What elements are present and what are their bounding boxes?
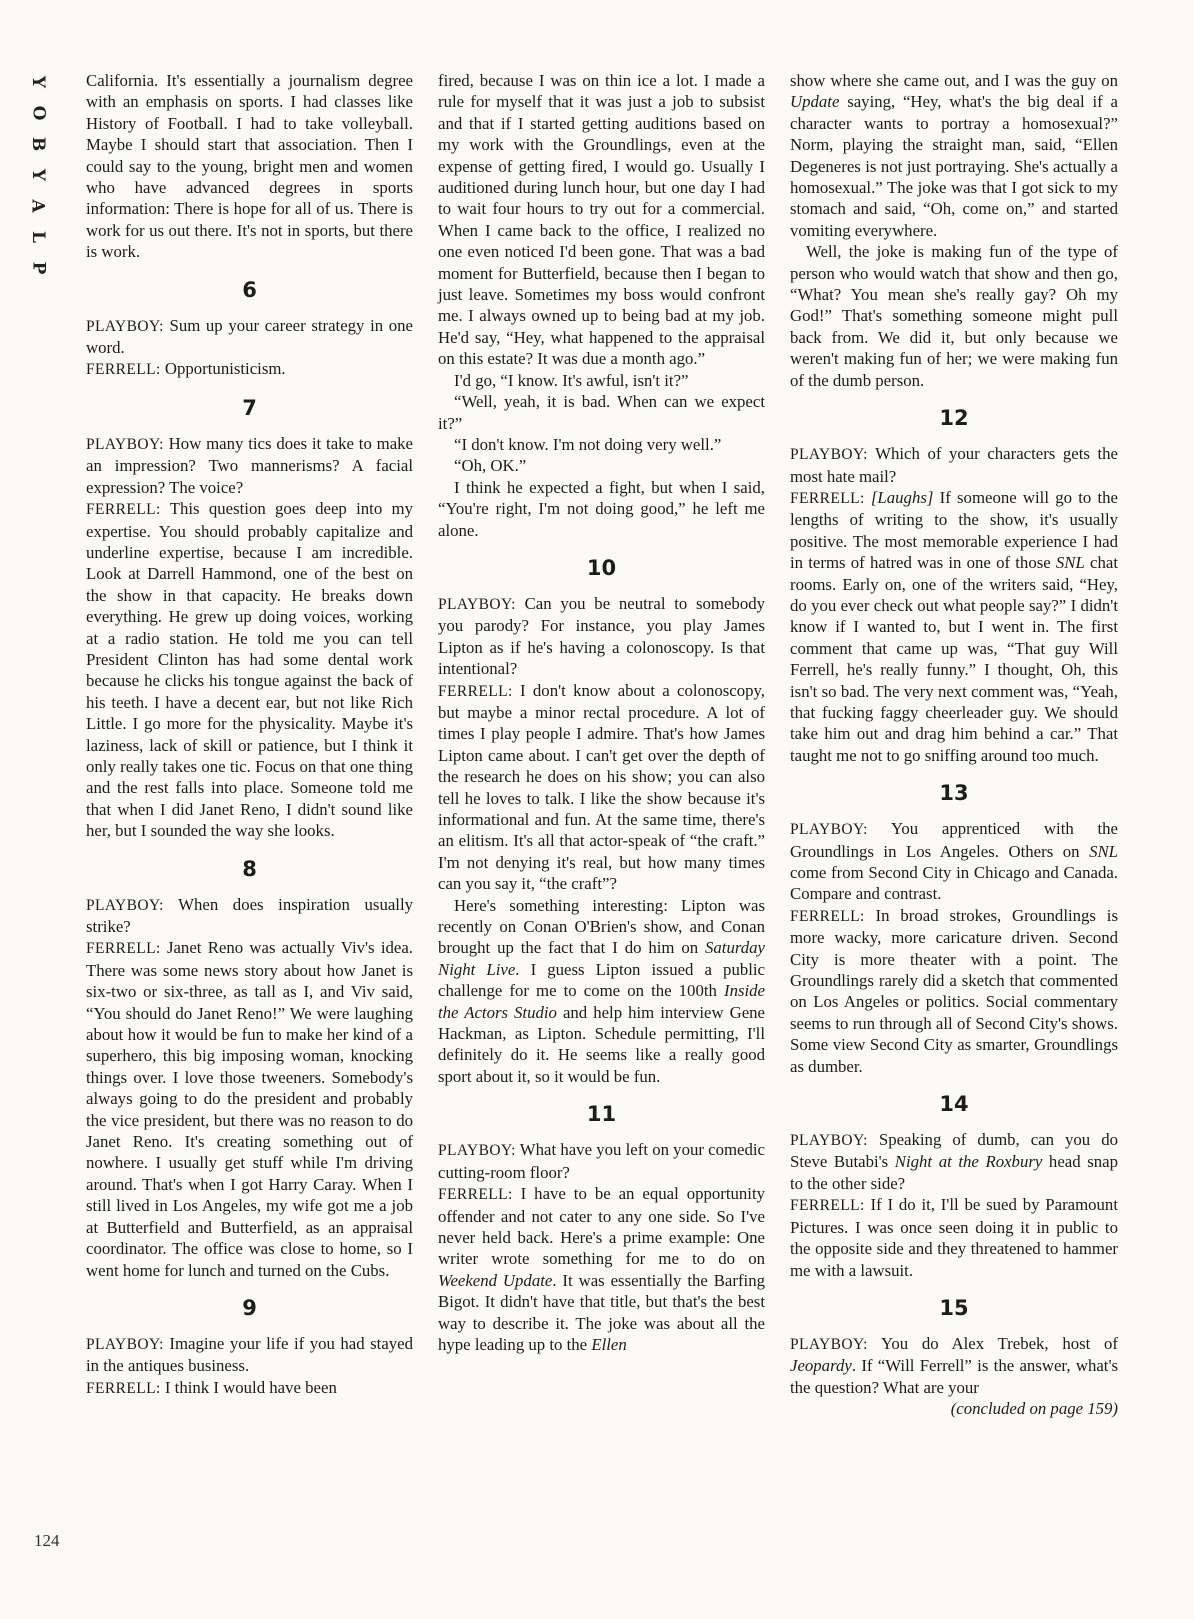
section-number: 11 bbox=[586, 1102, 617, 1127]
answer: FERRELL: I have to be an equal opportunity offender and not cater to any one side. So I've never held back. Here's a prime example: One writer wrote something for me to do on Weekend Update. It was essentially the Barfing Bigot. It didn't have that title, but that's the best way to describe it. The joke was about all the hype leading up to the Ellen bbox=[438, 1184, 766, 1354]
section-number: 7 bbox=[242, 395, 257, 420]
question: PLAYBOY: You apprenticed with the Groundlings in Los Angeles. Others on SNL come from Second City in Chicago and Canada. Compare and contrast. bbox=[790, 819, 1118, 904]
question: PLAYBOY: Which of your characters gets the most hate mail? bbox=[790, 444, 1118, 486]
section-number: 8 bbox=[242, 856, 257, 881]
section-number: 12 bbox=[939, 406, 969, 431]
paragraph: California. It's essentially a journalism degree with an emphasis on sports. I had classes like History of Football. I had to take volleyball. Maybe I should start that association. Then I could say to the young, bright men and women who have advanced degrees in sports information: There is hope for all of us. There is work for us out there. It's not in sports, but there is work. bbox=[86, 71, 413, 262]
answer: FERRELL: I don't know about a colonoscopy, but maybe a minor rectal procedure. A lot of times I play people I admire. That's how James Lipton came about. I can't get over the depth of the research he does on his show; you can also tell he loves to talk. I like the show because it's informational and fun. At the same time, there's an elitism. It's all that actor-speak of “the craft.” I'm not denying it's real, but how many times can you say it, “the craft”? bbox=[438, 680, 765, 894]
section-number: 10 bbox=[586, 555, 617, 580]
paragraph: I'd go, “I know. It's awful, isn't it?” bbox=[454, 370, 689, 390]
page-number: 124 bbox=[34, 1531, 60, 1550]
question: PLAYBOY: How many tics does it take to make an impression? Two mannerisms? A facial expression? The voice? bbox=[86, 433, 413, 497]
paragraph: “I don't know. I'm not doing very well.” bbox=[454, 434, 722, 454]
answer: FERRELL: [Laughs] If someone will go to the lengths of writing to the show, it's usually positive. The most memorable experience I had in terms of hatred was in one of those SNL chat rooms. Early on, one of the writers said, “Hey, do you ever check out what people say?” I didn't know if I wanted to, but I went in. The first comment that came up was, “That guy Will Ferrell, he's really funny.” I thought, Oh, this isn't so bad. The very next comment was, “Yeah, that fucking faggy cheerleader guy. We should take him out and drag him behind a car.” That taught me not to go sniffing around too much. bbox=[790, 487, 1118, 765]
question: PLAYBOY: You do Alex Trebek, host of Jeopardy. If “Will Ferrell” is the answer, what's the question? What are your bbox=[790, 1333, 1118, 1397]
question: PLAYBOY: What have you left on your comedic cutting-room floor? bbox=[438, 1140, 765, 1182]
question: PLAYBOY: When does inspiration usually strike? bbox=[86, 894, 413, 936]
section-number: 6 bbox=[242, 277, 257, 302]
column-2 bbox=[438, 70, 765, 1355]
question: PLAYBOY: Can you be neutral to somebody you parody? For instance, you play James Lipton as if he's having a colonoscopy. Is that intentional? bbox=[438, 593, 765, 679]
paragraph: I think he expected a fight, but when I said, “You're right, I'm not doing good,” he left me alone. bbox=[438, 477, 765, 540]
section-number: 15 bbox=[939, 1295, 969, 1320]
question: PLAYBOY: Sum up your career strategy in one word. bbox=[86, 315, 413, 358]
column-1 bbox=[86, 70, 413, 1399]
paragraph: show where she came out, and I was the guy on Update saying, “Hey, what's the big deal if a character wants to portray a homosexual?” Norm, playing the straight man, said, “Ellen Degeneres is not just portraying. She's actually a homosexual.” The joke was that I got sick to my stomach and said, “Oh, come on,” and started vomiting everywhere. bbox=[790, 71, 1118, 240]
column-3 bbox=[790, 70, 1118, 1420]
answer: FERRELL: Janet Reno was actually Viv's idea. There was some news story about how Janet is six-two or six-three, as tall as I, and Viv said, “You should do Janet Reno!” We were laughing about how it would be fun to make her kind of a superhero, this big imposing woman, knocking things over. I love those tweeners. Somebody's always going to do the president and probably the vice president, but there was no reason to do Janet Reno. It's creating something out of nowhere. I usually get stuff while I'm driving around. That's when I got Harry Caray. When I still lived in Los Angeles, my wife got me a job at Butterfield and Butterfield, as an appraisal coordinator. The office was close to home, so I went home for lunch and turned on the Cubs. bbox=[86, 938, 413, 1280]
question: PLAYBOY: Speaking of dumb, can you do Steve Butabi's Night at the Roxbury head snap to the other side? bbox=[790, 1130, 1118, 1193]
question: PLAYBOY: Imagine your life if you had stayed in the antiques business. bbox=[86, 1333, 413, 1376]
answer: FERRELL: If I do it, I'll be sued by Paramount Pictures. I was once seen doing it in public to the opposite side and they threatened to hammer me with a lawsuit. bbox=[790, 1195, 1118, 1280]
answer: FERRELL: In broad strokes, Groundlings is more wacky, more caricature driven. Second City is more theater with a point. The Groundlings rarely did a sketch that commented on Los Angeles or politics. Social commentary seems to run through all of Second City's shows. Some view Second City as smarter, Groundlings as dumber. bbox=[790, 905, 1118, 1076]
paragraph: Here's something interesting: Lipton was recently on Conan O'Brien's show, and Conan brought up the fact that I do him on Saturday Night Live. I guess Lipton issued a public challenge for me to come on the 100th Inside the Actors Studio and help him interview Gene Hackman, as Lipton. Schedule permitting, I'll definitely do it. He seems like a really good sport about it, so it would be fun. bbox=[438, 895, 766, 1086]
continued-note: (concluded on page 159) bbox=[950, 1399, 1118, 1419]
paragraph: “Well, yeah, it is bad. When can we expect it?” bbox=[438, 392, 765, 433]
magazine-vertical-label: Y O B Y A L P bbox=[27, 75, 48, 275]
paragraph: “Oh, OK.” bbox=[454, 456, 527, 476]
section-number: 13 bbox=[939, 781, 969, 806]
paragraph: Well, the joke is making fun of the type of person who would watch that show and then go, “What? You mean she's really gay? Oh my God!” That's something someone might pull back from. We did it, but only because we weren't making fun of her; we were making fun of the dumb person. bbox=[790, 242, 1118, 390]
section-number: 9 bbox=[242, 1295, 257, 1320]
section-number: 14 bbox=[939, 1092, 969, 1117]
answer: FERRELL: I think I would have been bbox=[86, 1377, 337, 1397]
paragraph: fired, because I was on thin ice a lot. I made a rule for myself that it was just a job to subsist and that if I started getting auditions based on my work with the Groundlings, even at the expense of getting fired, I would go. Usually I auditioned during lunch hour, but one day I had to wait four hours to try out for a commercial. When I came back to the office, I realized no one even noticed I'd been gone. That was a bad moment for Butterfield, because then I began to just leave. Sometimes my boss would confront me. I always owned up to being bad at my job. He'd say, “Hey, what happened to the appraisal on this estate? It was due a month ago.” bbox=[438, 71, 765, 369]
answer: FERRELL: Opportunisticism. bbox=[86, 359, 286, 379]
answer: FERRELL: This question goes deep into my expertise. You should probably capitalize and underline expertise, because I am incredible. Look at Darrell Hammond, one of the best on the show in that capacity. He breaks down everything. He grew up doing voices, working at a radio station. He told me you can tell President Clinton has had some dental work because he clicks his tongue against the back of his teeth. I have a decent ear, but not like Rich Little. I go more for the physicality. Maybe it's laziness, lack of skill or patience, but I think it only really takes one tic. Focus on that one thing and the rest falls into place. Someone told me that when I did Janet Reno, I didn't sound like her, but I sounded the way she looks. bbox=[86, 499, 413, 841]
